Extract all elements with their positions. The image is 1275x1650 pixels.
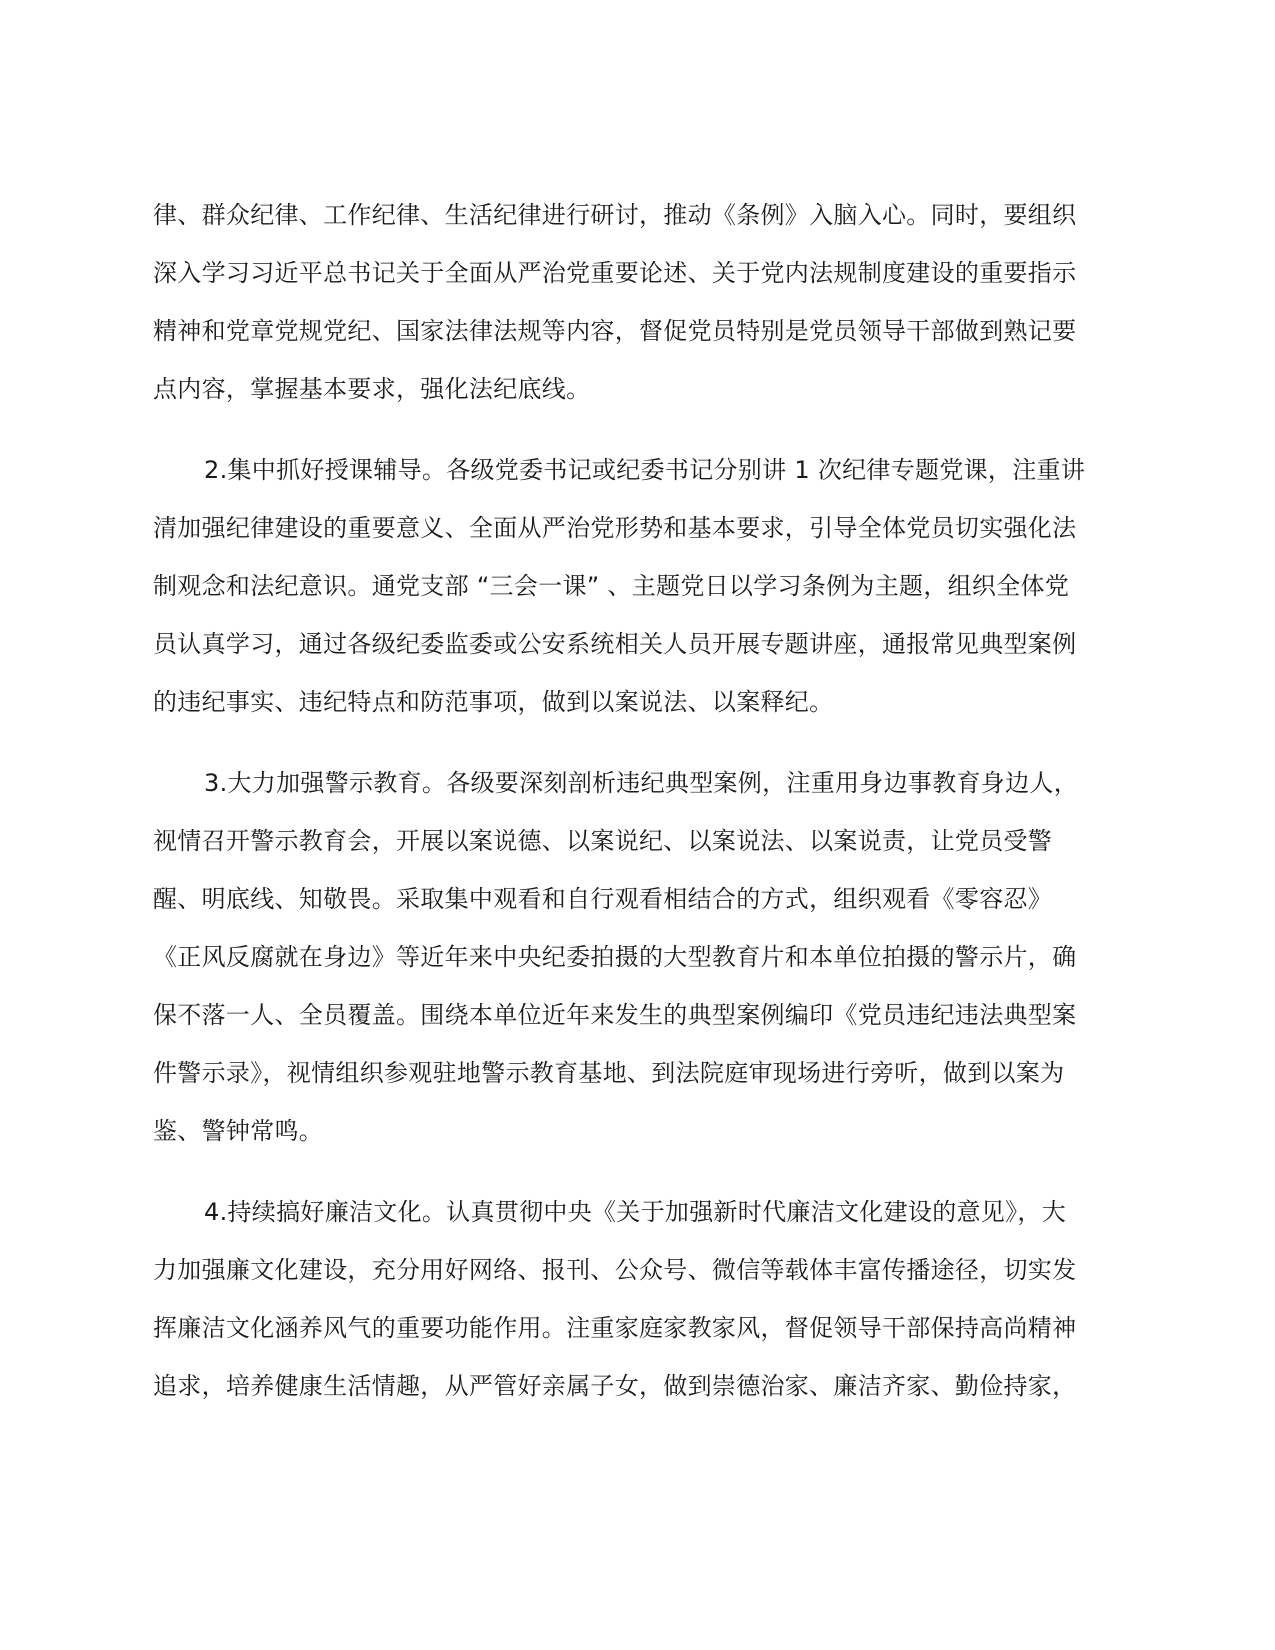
text-line: 精神和党章党规党纪、国家法律法规等内容，督促党员特别是党员领导干部做到熟记要 (153, 317, 1077, 345)
text-line: 4.持续搞好廉洁文化。认真贯彻中央《关于加强新时代廉洁文化建设的意见》，大 (204, 1198, 1066, 1226)
text-line: 3.大力加强警示教育。各级要深刻剖析违纪典型案例，注重用身边事教育身边人， (204, 769, 1078, 797)
text-line: 视情召开警示教育会，开展以案说德、以案说纪、以案说法、以案说责，让党员受警 (153, 827, 1053, 855)
paragraph-intro-continuation (153, 186, 1105, 418)
text-line: 件警示录》，视情组织参观驻地警示教育基地、到法院庭审现场进行旁听，做到以案为 (153, 1059, 1065, 1087)
text-line: 挥廉洁文化涵养风气的重要功能作用。注重家庭家教家风，督促领导干部保持高尚精神 (153, 1314, 1077, 1342)
document-body (153, 186, 1105, 1415)
text-line: 点内容，掌握基本要求，强化法纪底线。 (153, 375, 591, 403)
paragraph-item-3 (153, 754, 1105, 1160)
text-line: 深入学习习近平总书记关于全面从严治党重要论述、关于党内法规制度建设的重要指示 (153, 259, 1077, 287)
text-line: 清加强纪律建设的重要意义、全面从严治党形势和基本要求，引导全体党员切实强化法 (153, 514, 1077, 542)
text-line: 《正风反腐就在身边》等近年来中央纪委拍摄的大型教育片和本单位拍摄的警示片，确 (153, 943, 1077, 971)
text-line: 鉴、警钟常鸣。 (153, 1117, 324, 1145)
text-line: 的违纪事实、违纪特点和防范事项，做到以案说法、以案释纪。 (153, 688, 834, 716)
text-line: 员认真学习，通过各级纪委监委或公安系统相关人员开展专题讲座，通报常见典型案例 (153, 630, 1077, 658)
paragraph-item-4 (153, 1183, 1105, 1415)
text-line: 力加强廉文化建设，充分用好网络、报刊、公众号、微信等载体丰富传播途径，切实发 (153, 1256, 1077, 1284)
text-line: 醒、明底线、知敬畏。采取集中观看和自行观看相结合的方式，组织观看《零容忍》 (153, 885, 1053, 913)
text-line: 2.集中抓好授课辅导。各级党委书记或纪委书记分别讲 1 次纪律专题党课，注重讲 (204, 456, 1086, 484)
paragraph-item-2 (153, 441, 1105, 731)
text-line: 保不落一人、全员覆盖。围绕本单位近年来发生的典型案例编印《党员违纪违法典型案 (153, 1001, 1077, 1029)
text-line: 律、群众纪律、工作纪律、生活纪律进行研讨，推动《条例》入脑入心。同时，要组织 (153, 201, 1077, 229)
text-line: 制观念和法纪意识。通党支部 “三会一课” 、主题党日以学习条例为主题，组织全体党 (153, 572, 1070, 600)
text-line: 追求，培养健康生活情趣，从严管好亲属子女，做到崇德治家、廉洁齐家、勤俭持家， (153, 1372, 1077, 1400)
